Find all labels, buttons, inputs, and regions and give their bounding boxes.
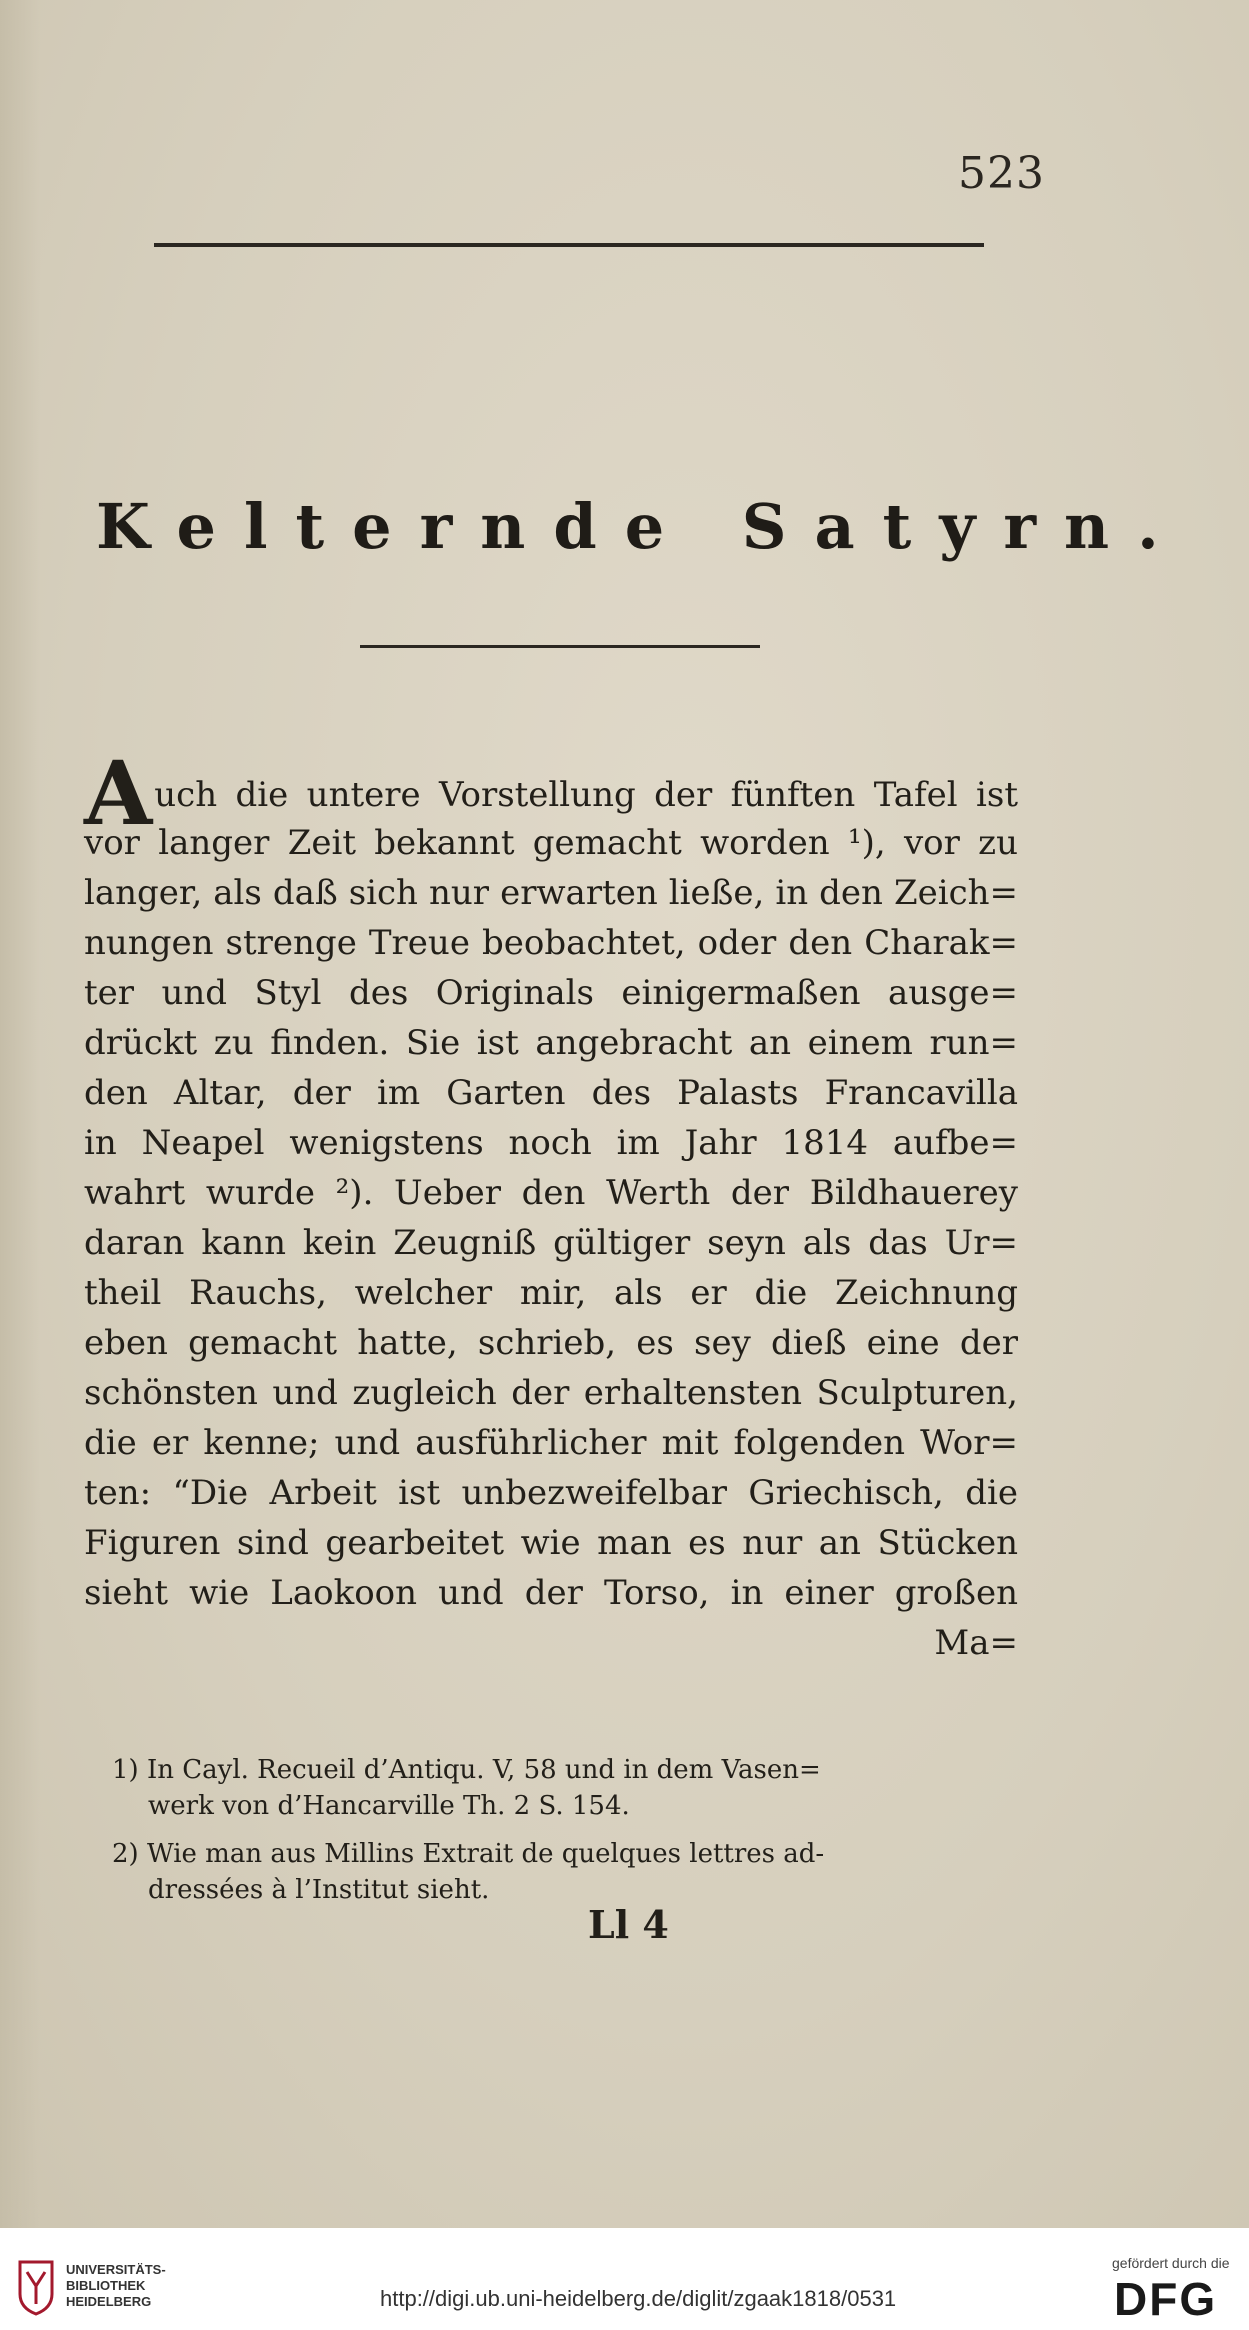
text-line: daran kann kein Zeugniß gültiger seyn als das Ur= — [84, 1223, 1018, 1263]
text-line: sieht wie Laokoon und der Torso, in einer großen — [84, 1573, 1018, 1613]
text-line: die er kenne; und ausführlicher mit folgenden Wor= — [84, 1423, 1018, 1463]
footnote-line: 2) Wie man aus Millins Extrait de quelques lettres ad- — [112, 1839, 825, 1869]
text-line: eben gemacht hatte, schrieb, es sey dieß eine der — [84, 1323, 1018, 1363]
text-line: wahrt wurde ²). Ueber den Werth der Bildhauerey — [84, 1173, 1018, 1213]
drop-initial: A — [84, 741, 153, 845]
dfg-logo[interactable]: DFG — [1114, 2273, 1218, 2325]
footnote-1 — [112, 1752, 1032, 1824]
page-gutter-shadow — [0, 0, 40, 2228]
text-line: den Altar, der im Garten des Palasts Francavilla — [84, 1073, 1018, 1113]
header-rule — [154, 243, 984, 247]
text-line: Auch die untere Vorstellung der fünften Tafel ist — [84, 741, 1018, 845]
page-number: 523 — [958, 148, 1045, 199]
text-line: ten: “Die Arbeit ist unbezweifelbar Griechisch, die — [84, 1473, 1018, 1513]
footnote-line: dressées à l’Institut sieht. — [148, 1875, 490, 1905]
text-line: in Neapel wenigstens noch im Jahr 1814 aufbe= — [84, 1123, 1018, 1163]
text-line: nungen strenge Treue beobachtet, oder den Charak= — [84, 923, 1018, 963]
text-line: vor langer Zeit bekannt gemacht worden ¹), vor zu — [84, 823, 1018, 863]
text-line: theil Rauchs, welcher mir, als er die Zeichnung — [84, 1273, 1018, 1313]
text-line: schönsten und zugleich der erhaltensten Sculpturen, — [84, 1373, 1018, 1413]
text-line: Figuren sind gearbeitet wie man es nur an Stücken — [84, 1523, 1018, 1563]
sponsor-caption: gefördert durch die — [1112, 2255, 1230, 2271]
library-seal-icon[interactable] — [14, 2258, 58, 2316]
catchword: Ma= — [934, 1623, 1018, 1663]
footer-bar — [0, 2228, 1249, 2330]
footnote-line: werk von d’Hancarville Th. 2 S. 154. — [148, 1791, 630, 1821]
body-paragraph — [84, 741, 1018, 1668]
text-line: langer, als daß sich nur erwarten ließe, in den Zeich= — [84, 873, 1018, 913]
footnote-line: 1) In Cayl. Recueil d’Antiqu. V, 58 und in dem Vasen= — [112, 1755, 821, 1785]
title-rule — [360, 645, 760, 648]
text-line: drückt zu finden. Sie ist angebracht an einem run= — [84, 1023, 1018, 1063]
footnotes — [112, 1752, 1032, 1920]
section-title: Kelternde Satyrn. — [96, 490, 1187, 563]
printer-signature: Ll 4 — [588, 1902, 669, 1947]
source-url-link[interactable]: http://digi.ub.uni-heidelberg.de/diglit/zgaak1818/0531 — [380, 2286, 897, 2311]
footnote-2 — [112, 1836, 1032, 1908]
text-line: ter und Styl des Originals einigermaßen ausge= — [84, 973, 1018, 1013]
library-name: UNIVERSITÄTS- BIBLIOTHEK HEIDELBERG — [66, 2262, 166, 2309]
